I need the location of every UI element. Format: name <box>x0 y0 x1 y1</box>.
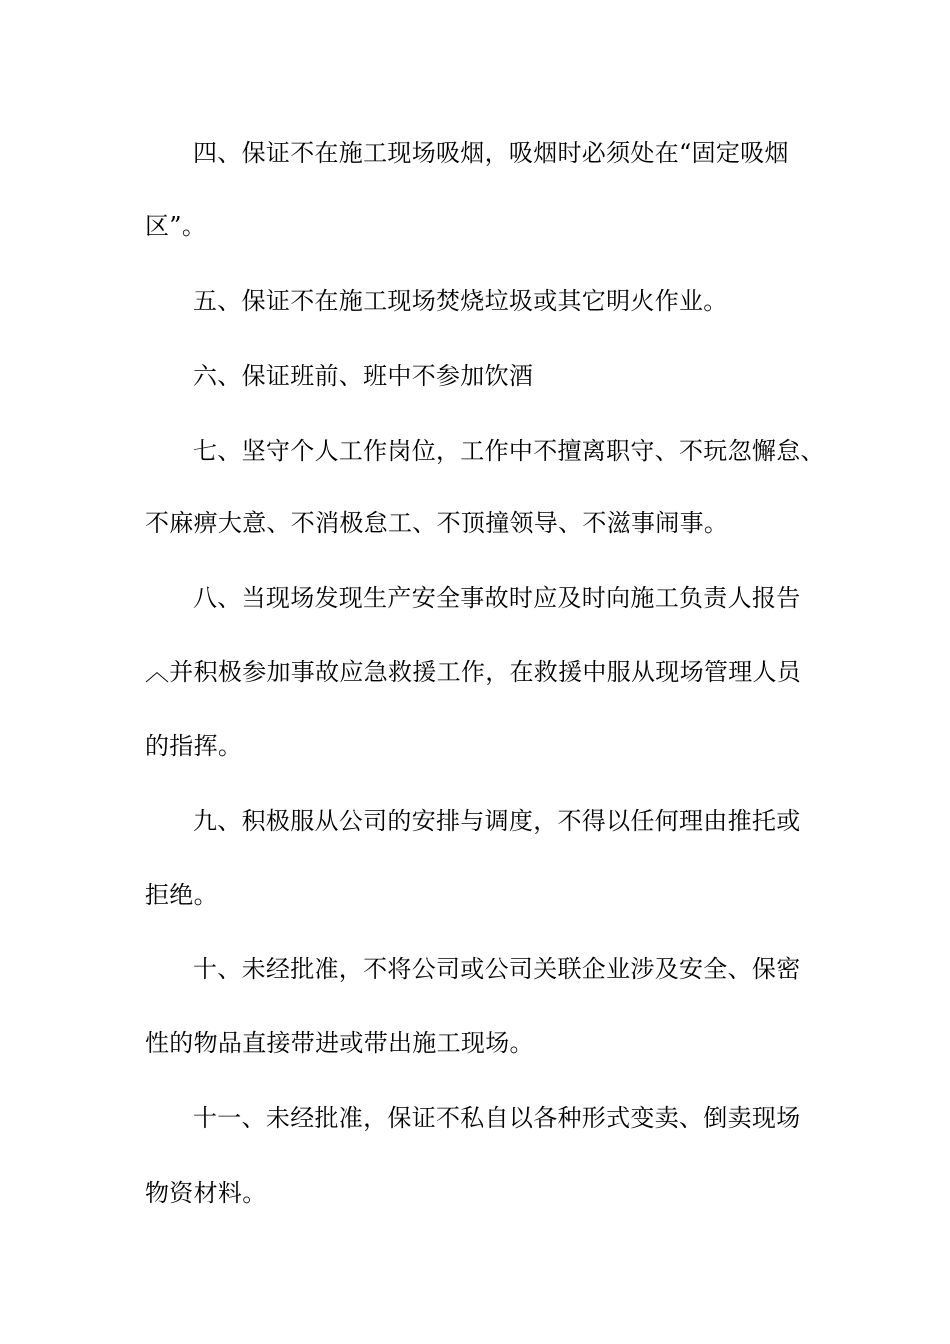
clause-8-line-1: 八、当现场发现生产安全事故时应及时向施工负责人报告 <box>193 584 801 612</box>
clause-7-line-2: 不麻痹大意、不消极怠工、不顶撞领导、不滋事闹事。 <box>145 509 729 537</box>
clause-7-line-1: 七、坚守个人工作岗位，工作中不擅离职守、不玩忽懈怠、 <box>193 437 825 465</box>
clause-11-line-1: 十一、未经批准，保证不私自以各种形式变卖、倒卖现场 <box>193 1104 801 1132</box>
clause-4-line-2: 区”。 <box>145 212 207 240</box>
clause-9-line-2: 拒绝。 <box>145 881 218 909</box>
clause-6-line-1: 六、保证班前、班中不参加饮酒 <box>193 362 534 390</box>
clause-8-line-2: ︿并积极参加事故应急救援工作，在救援中服从现场管理人员 <box>145 658 802 686</box>
clause-5-line-1: 五、保证不在施工现场焚烧垃圾或其它明火作业。 <box>193 287 728 315</box>
clause-4-line-1: 四、保证不在施工现场吸烟，吸烟时必须处在“固定吸烟 <box>193 139 789 167</box>
clause-10-line-2: 性的物品直接带进或带出施工现场。 <box>145 1029 534 1057</box>
clause-8-line-3: 的指挥。 <box>145 732 243 760</box>
clause-9-line-1: 九、积极服从公司的安排与调度，不得以任何理由推托或 <box>193 807 801 835</box>
clause-10-line-1: 十、未经批准，不将公司或公司关联企业涉及安全、保密 <box>193 955 801 983</box>
clause-11-line-2: 物资材料。 <box>145 1179 267 1207</box>
